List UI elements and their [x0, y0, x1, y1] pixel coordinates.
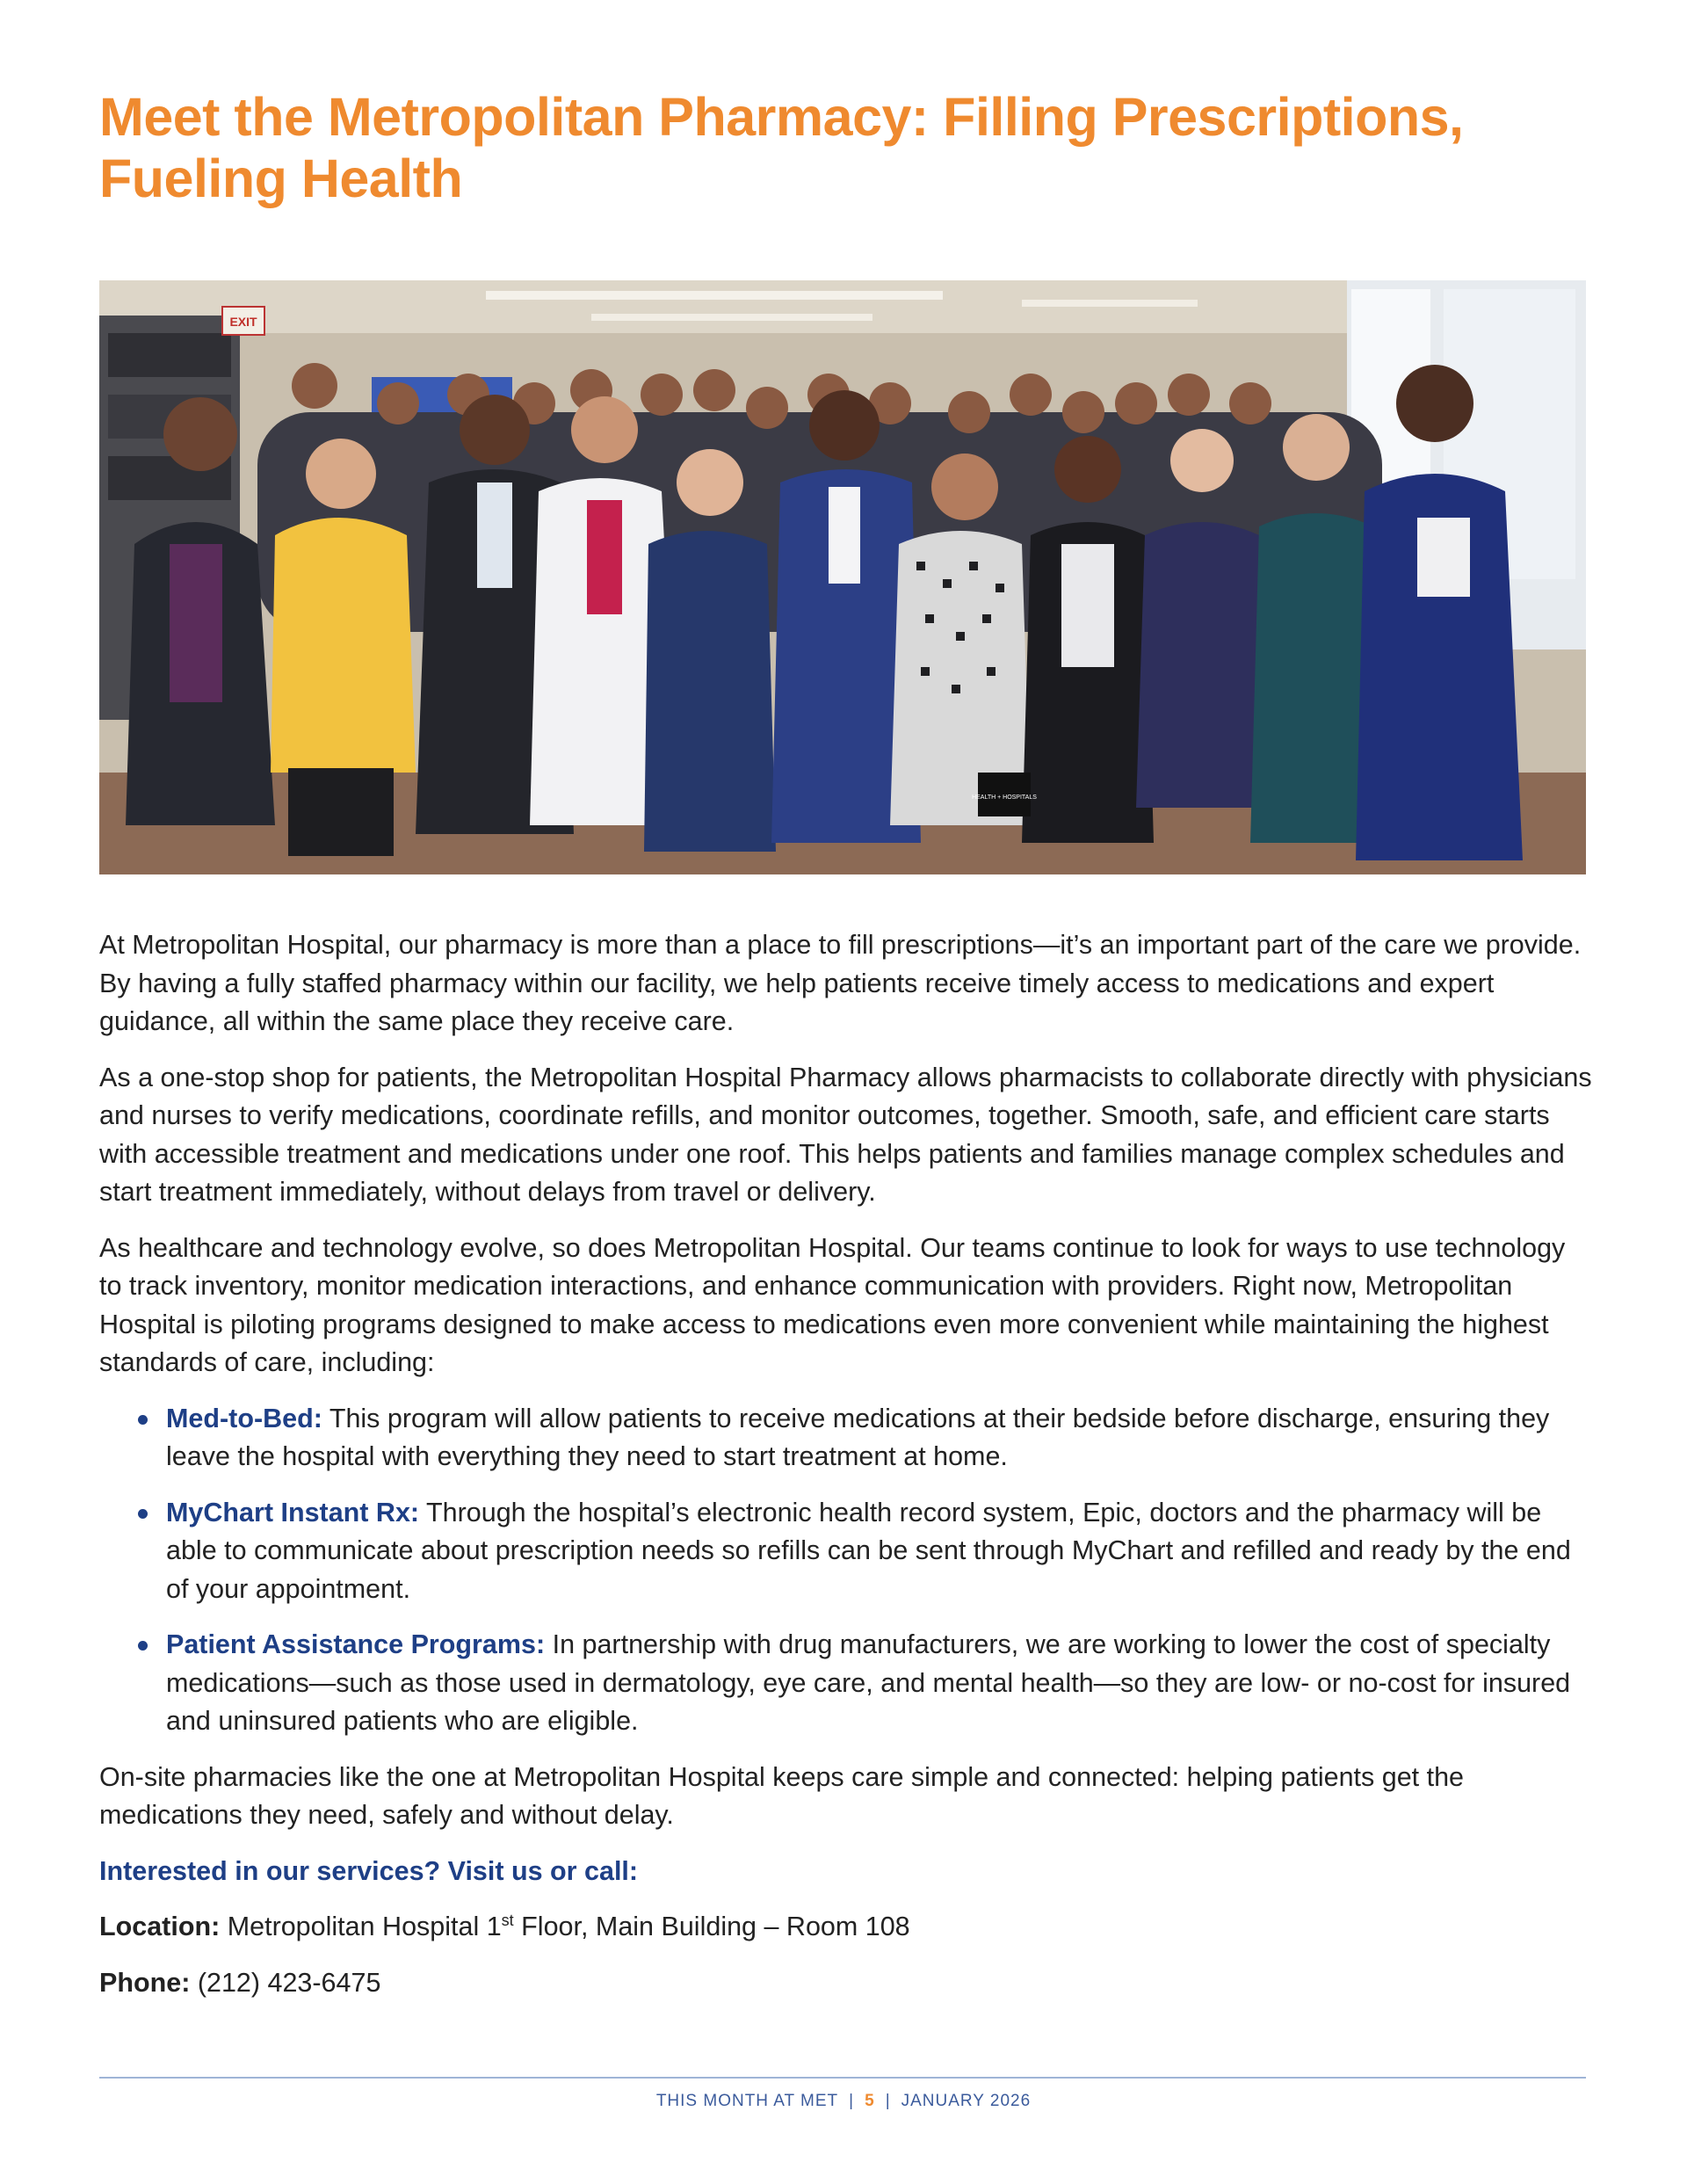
- paragraph-intro: At Metropolitan Hospital, our pharmacy is more than a place to fill prescriptions—it’s an important part of the care we provide. By having a fully staffed pharmacy within our facility, we help patients receive timely access to medications and expert guidance, all within the same place they receive care.: [99, 930, 1582, 1036]
- program-list-item: [99, 1400, 1593, 1477]
- page-title: [99, 86, 1586, 209]
- page-title-line-2: Fueling Health: [99, 149, 463, 208]
- page-title-line-1: Meet the Metropolitan Pharmacy: Filling Prescriptions,: [99, 87, 1464, 147]
- bullet-icon: [138, 1509, 148, 1519]
- footer-divider: [99, 2077, 1586, 2079]
- page-footer: [0, 2092, 1687, 2111]
- footer-page-number: 5: [865, 2092, 875, 2110]
- location-label: Location:: [99, 1912, 221, 1941]
- exit-sign-text: EXIT: [229, 315, 257, 329]
- program-description: Through the hospital’s electronic health record system, Epic, doctors and the pharmacy will be able to communicate about prescription needs so refills can be sent through MyChart and refilled and ready by the end of your appointment.: [166, 1497, 1571, 1604]
- location-text-start: Metropolitan Hospital 1: [220, 1912, 502, 1941]
- article-body: [99, 926, 1593, 2020]
- paragraph-one-stop-shop: As a one-stop shop for patients, the Metropolitan Hospital Pharmacy allows pharmacists to collaborate directly with physicians and nurses to verify medications, coordinate refills, and monitor outcomes, together. Smooth, safe, and efficient care starts with accessible treatment and medications under one roof. This helps patients and families manage complex schedules and start treatment immediately, without delays from travel or delivery.: [99, 1062, 1592, 1207]
- location-superscript: st: [501, 1911, 514, 1929]
- program-term: Patient Assistance Programs:: [166, 1629, 546, 1659]
- contact-location: [99, 1908, 1593, 1947]
- program-description: This program will allow patients to receive medications at their bedside before discharge, ensuring they leave the hospital with everything they need to start treatment at home.: [166, 1403, 1550, 1471]
- bullet-icon: [138, 1641, 148, 1651]
- paragraph-technology: As healthcare and technology evolve, so does Metropolitan Hospital. Our teams continue to look for ways to use technology to track inventory, monitor medication interactions, and enhance communication with providers. Right now, Metropolitan Hospital is piloting programs designed to make access to medications even more convenient while maintaining the highest standards of care, including:: [99, 1232, 1566, 1377]
- contact-phone: [99, 1964, 1593, 2003]
- program-term: Med-to-Bed:: [166, 1403, 322, 1433]
- phone-label: Phone:: [99, 1967, 191, 1998]
- phone-number: (212) 423-6475: [190, 1967, 381, 1998]
- photo-bag-text: HEALTH + HOSPITALS: [972, 795, 1037, 801]
- program-list-item: [99, 1494, 1593, 1609]
- contact-heading: Interested in our services? Visit us or call:: [99, 1855, 639, 1886]
- footer-separator: |: [849, 2092, 855, 2110]
- footer-publication: THIS MONTH AT MET: [655, 2092, 839, 2110]
- program-list-item: [99, 1626, 1593, 1741]
- bullet-icon: [138, 1415, 148, 1425]
- group-photo-illustration: [99, 280, 1586, 874]
- group-photo: [99, 280, 1586, 874]
- paragraph-closing: On-site pharmacies like the one at Metropolitan Hospital keeps care simple and connected: helping patients get the medications they need, safely and without delay.: [99, 1761, 1465, 1830]
- footer-separator: |: [885, 2092, 891, 2110]
- program-term: MyChart Instant Rx:: [166, 1497, 420, 1527]
- location-text-end: Floor, Main Building – Room 108: [513, 1912, 910, 1941]
- program-list: [99, 1400, 1593, 1741]
- footer-date: JANUARY 2026: [901, 2092, 1032, 2110]
- program-description: In partnership with drug manufacturers, we are working to lower the cost of specialty medications—such as those used in dermatology, eye care, and mental health—so they are low- or no-cost for insured and uninsured patients who are eligible.: [166, 1629, 1571, 1736]
